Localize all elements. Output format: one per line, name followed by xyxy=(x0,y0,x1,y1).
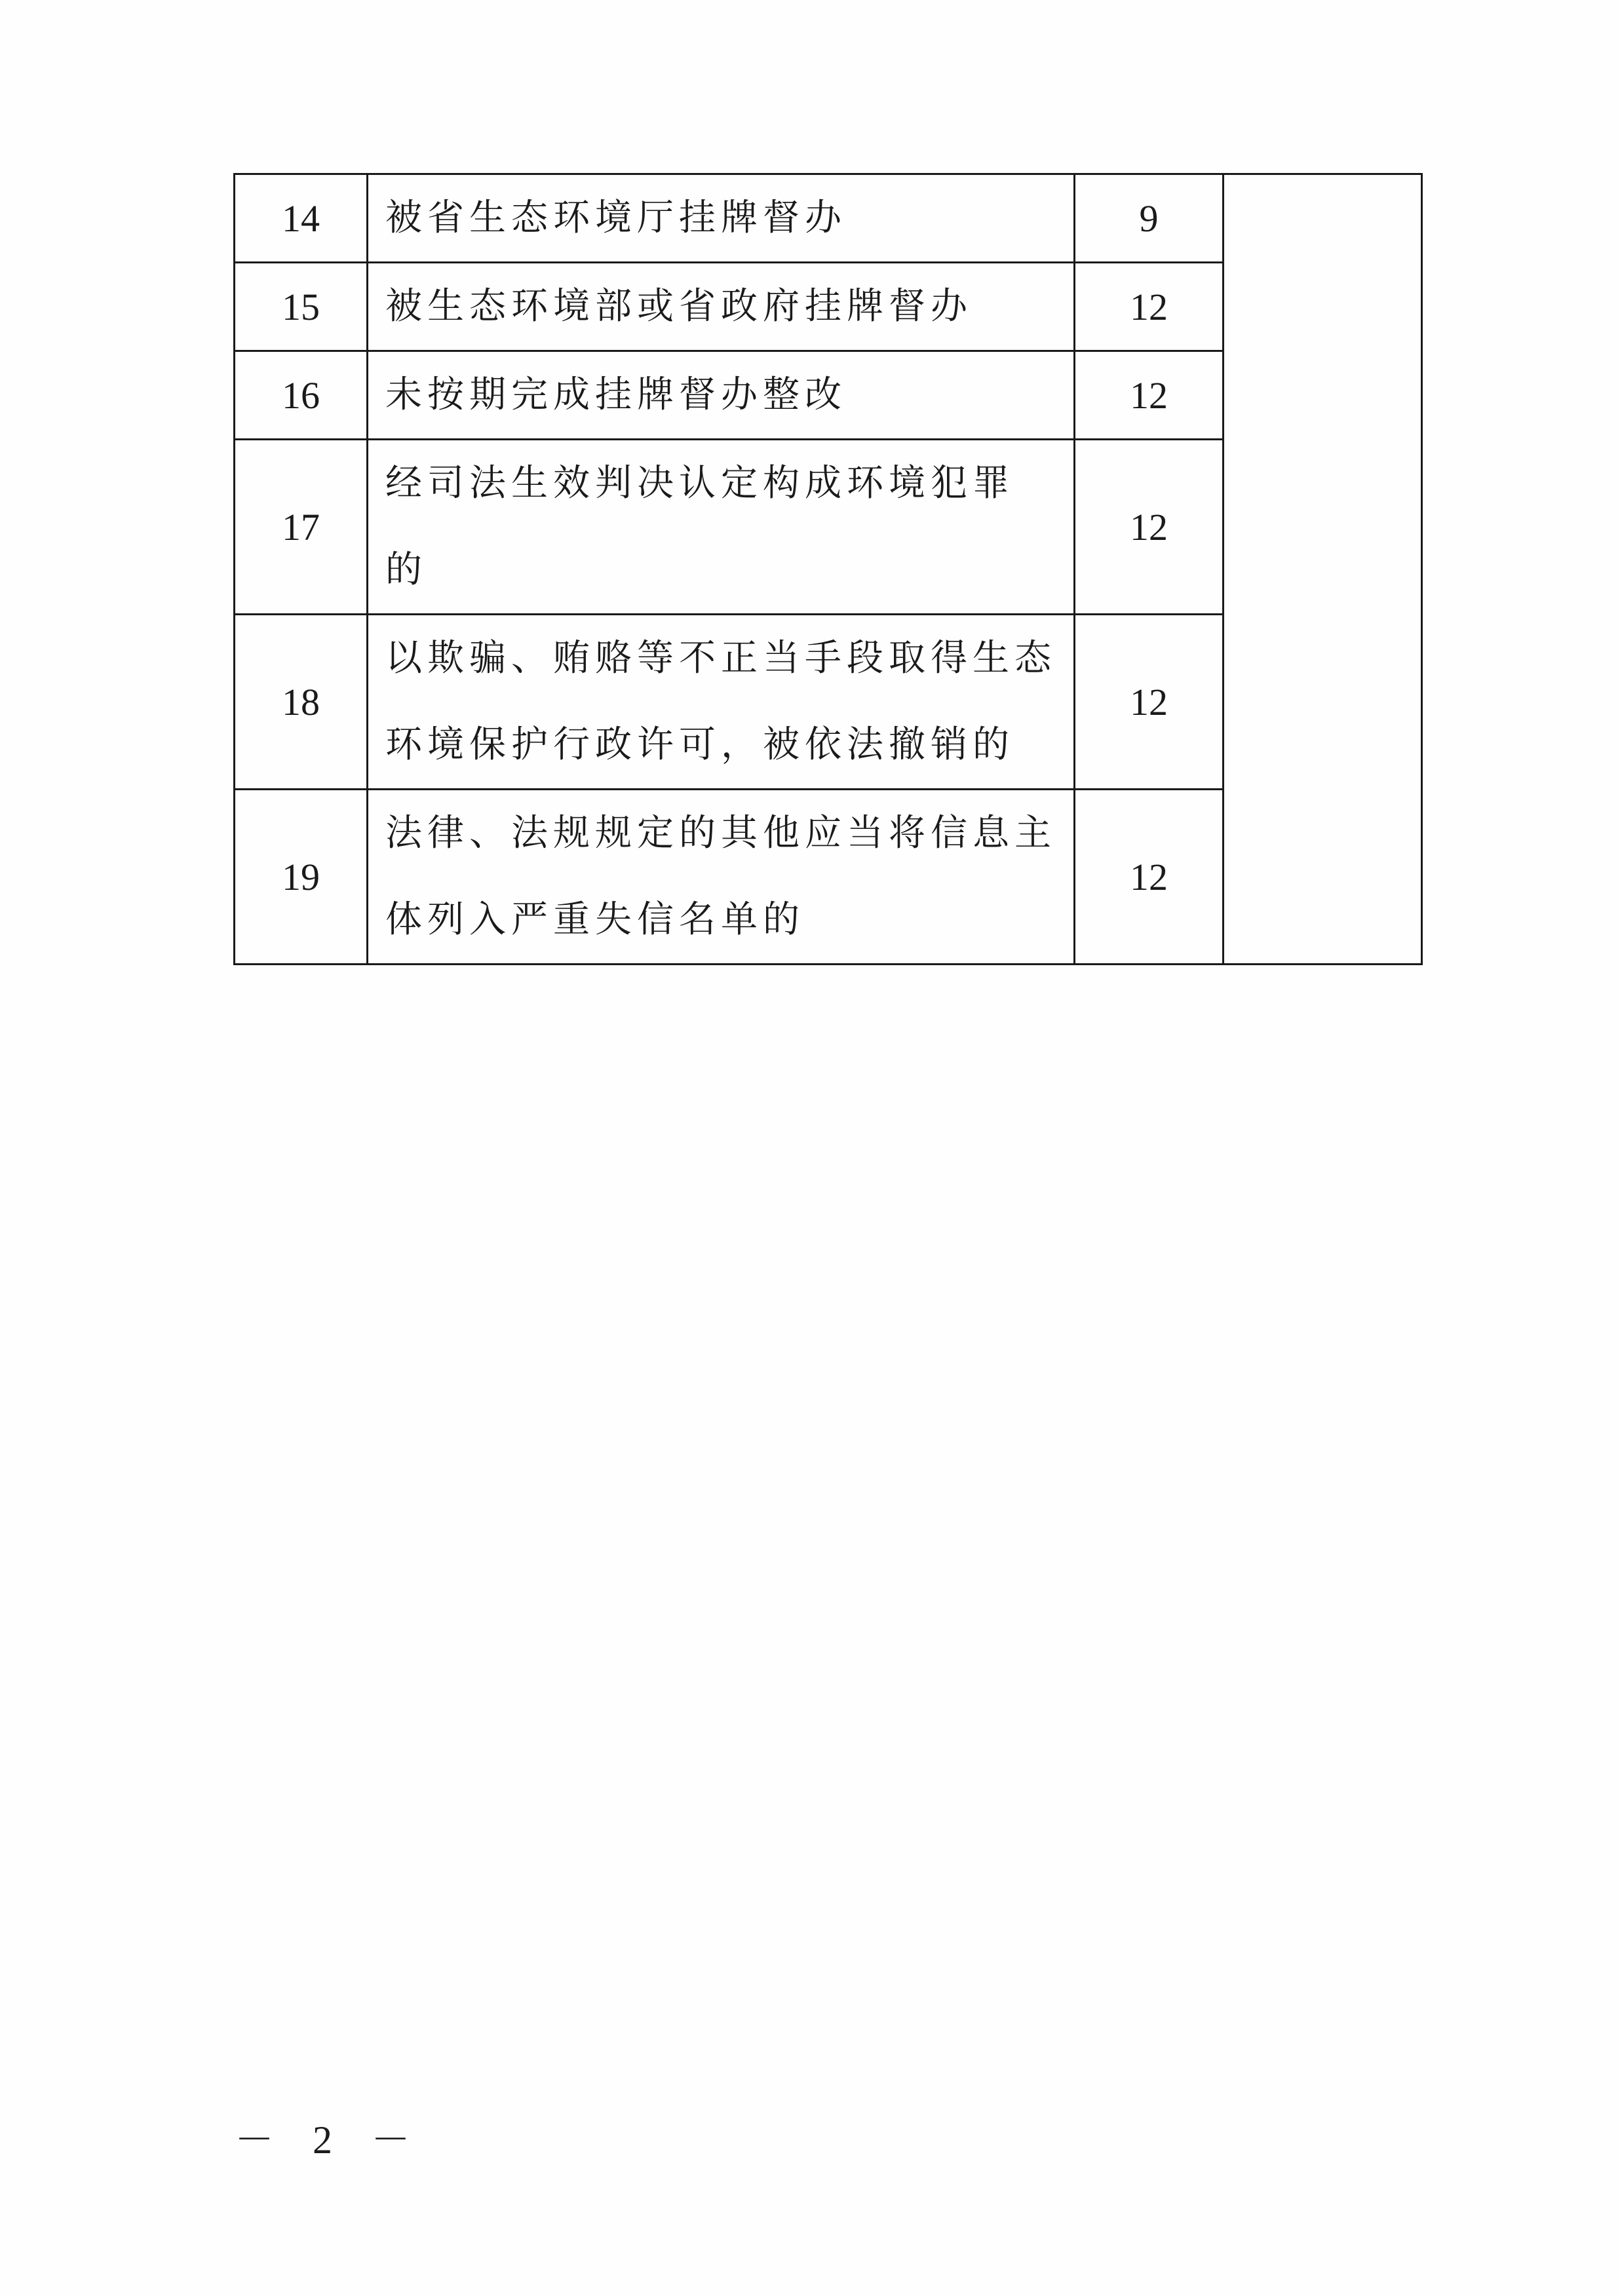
description-line: 经司法生效判决认定构成环境犯罪 xyxy=(385,462,1014,505)
row-description xyxy=(368,351,1075,440)
description-line: 未按期完成挂牌督办整改 xyxy=(385,373,847,416)
row-score: 12 xyxy=(1075,615,1224,790)
page-number: － 2 － xyxy=(235,2118,425,2162)
description-line: 法律、法规规定的其他应当将信息主 xyxy=(385,812,1056,854)
row-number: 19 xyxy=(235,790,368,965)
row-description xyxy=(368,790,1075,965)
row-number: 16 xyxy=(235,351,368,440)
row-score: 12 xyxy=(1075,790,1224,965)
row-score: 9 xyxy=(1075,174,1224,263)
row-number: 14 xyxy=(235,174,368,263)
description-line: 被生态环境部或省政府挂牌督办 xyxy=(385,285,973,328)
description-line: 体列入严重失信名单的 xyxy=(385,898,805,941)
row-number: 18 xyxy=(235,615,368,790)
row-description xyxy=(368,615,1075,790)
row-score: 12 xyxy=(1075,440,1224,615)
row-description xyxy=(368,263,1075,351)
table-row xyxy=(235,174,1422,263)
description-line: 环境保护行政许可，被依法撤销的 xyxy=(385,723,1014,766)
row-description xyxy=(368,174,1075,263)
description-line: 的 xyxy=(385,548,427,591)
row-score: 12 xyxy=(1075,351,1224,440)
merged-remark-cell xyxy=(1224,174,1422,965)
description-line: 以欺骗、贿赂等不正当手段取得生态 xyxy=(385,637,1056,679)
description-line: 被省生态环境厅挂牌督办 xyxy=(385,197,847,239)
row-description xyxy=(368,440,1075,615)
row-number: 15 xyxy=(235,263,368,351)
credit-score-table xyxy=(233,173,1423,965)
row-score: 12 xyxy=(1075,263,1224,351)
row-number: 17 xyxy=(235,440,368,615)
